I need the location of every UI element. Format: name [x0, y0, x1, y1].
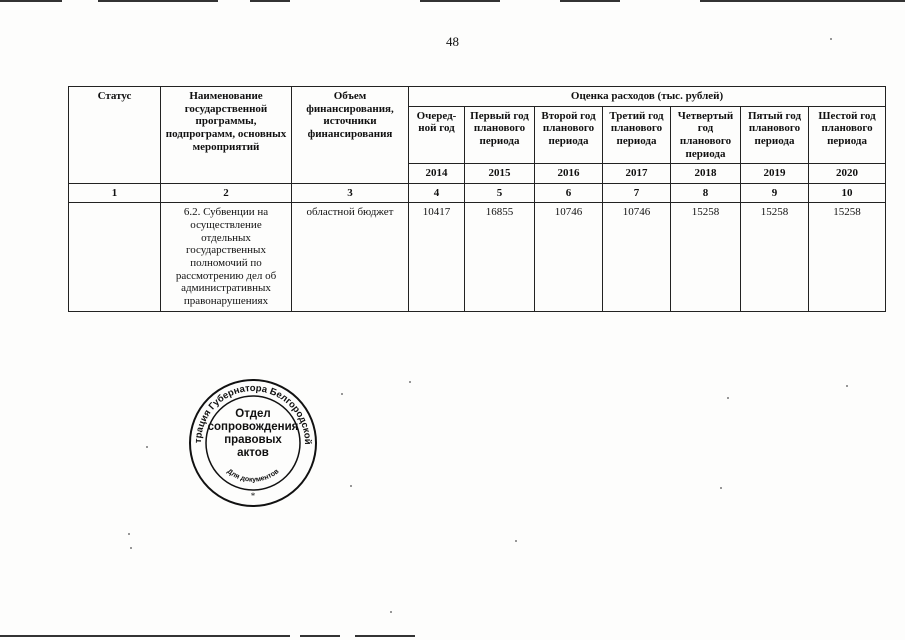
- column-number: 5: [465, 183, 535, 203]
- row-value-2018: 15258: [671, 203, 741, 311]
- scan-speck: [409, 381, 411, 383]
- column-number: 4: [409, 183, 465, 203]
- row-value-2017: 10746: [603, 203, 671, 311]
- column-number: 9: [741, 183, 809, 203]
- row-value-2014: 10417: [409, 203, 465, 311]
- column-number: 7: [603, 183, 671, 203]
- budget-table: [68, 86, 886, 312]
- scan-speck: [727, 397, 729, 399]
- header-period: Пятый год планового периода: [741, 106, 809, 164]
- stamp-line: актов: [237, 446, 269, 459]
- page-number: 48: [446, 34, 459, 49]
- column-number: 2: [161, 183, 292, 203]
- scan-line-top-6: [700, 0, 905, 2]
- scan-line-top-4: [420, 0, 500, 2]
- header-year: 2018: [671, 164, 741, 184]
- header-status: Статус: [69, 87, 161, 184]
- scan-speck: [390, 611, 392, 613]
- header-year: 2014: [409, 164, 465, 184]
- row-funding-source: областной бюджет: [292, 203, 409, 311]
- header-expense-estimate: Оценка расходов (тыс. рублей): [409, 87, 886, 107]
- scan-speck: [515, 540, 517, 542]
- scan-speck: [350, 485, 352, 487]
- header-year: 2017: [603, 164, 671, 184]
- row-value-2016: 10746: [535, 203, 603, 311]
- header-year: 2016: [535, 164, 603, 184]
- header-year: 2015: [465, 164, 535, 184]
- stamp-line: Отдел: [235, 408, 271, 420]
- header-program-name: Наименование государственной программы, подпрограмм, основных мероприятий: [161, 87, 292, 184]
- header-period: Первый год планового периода: [465, 106, 535, 164]
- row-value-2019: 15258: [741, 203, 809, 311]
- stamp-star-icon: *: [250, 491, 256, 501]
- row-program-name: 6.2. Субвенции на осуществление отдельных государственных полномочий по рассмотрению дел об административных правонарушениях: [161, 203, 292, 311]
- column-number: 6: [535, 183, 603, 203]
- header-period: Четвертый год планового периода: [671, 106, 741, 164]
- stamp-line: правовых: [224, 433, 282, 446]
- scan-speck: [130, 547, 132, 549]
- header-period: Второй год планового периода: [535, 106, 603, 164]
- scan-speck: [846, 385, 848, 387]
- scan-line-top-5: [560, 0, 620, 2]
- stamp-line: сопровождения: [207, 420, 299, 433]
- official-stamp: [188, 378, 318, 508]
- header-funding-source: Объем финансирования, источники финансирования: [292, 87, 409, 184]
- scan-line-top-3: [250, 0, 290, 2]
- header-year: 2020: [809, 164, 886, 184]
- column-number: 1: [69, 183, 161, 203]
- scan-line-bottom-2: [300, 635, 340, 637]
- stamp-ring-text: трация Губернатора Белгородской: [192, 382, 314, 445]
- scan-speck: [128, 533, 130, 535]
- row-value-2020: 15258: [809, 203, 886, 311]
- scan-speck: [720, 487, 722, 489]
- stamp-department-label: [188, 408, 318, 460]
- scan-line-bottom-1: [0, 635, 290, 637]
- scan-speck: [341, 393, 343, 395]
- row-status: [69, 203, 161, 311]
- column-number: 8: [671, 183, 741, 203]
- header-year: 2019: [741, 164, 809, 184]
- header-period: Очеред-ной год: [409, 106, 465, 164]
- scan-line-top-2: [98, 0, 218, 2]
- stamp-bottom-text: Для документов: [225, 467, 281, 484]
- scan-speck: [146, 446, 148, 448]
- table-row: [69, 203, 886, 311]
- scan-line-bottom-3: [355, 635, 415, 637]
- row-value-2015: 16855: [465, 203, 535, 311]
- header-period: Шестой год планового периода: [809, 106, 886, 164]
- header-period: Третий год планового периода: [603, 106, 671, 164]
- column-number: 10: [809, 183, 886, 203]
- scan-line-top-1: [0, 0, 62, 2]
- column-number: 3: [292, 183, 409, 203]
